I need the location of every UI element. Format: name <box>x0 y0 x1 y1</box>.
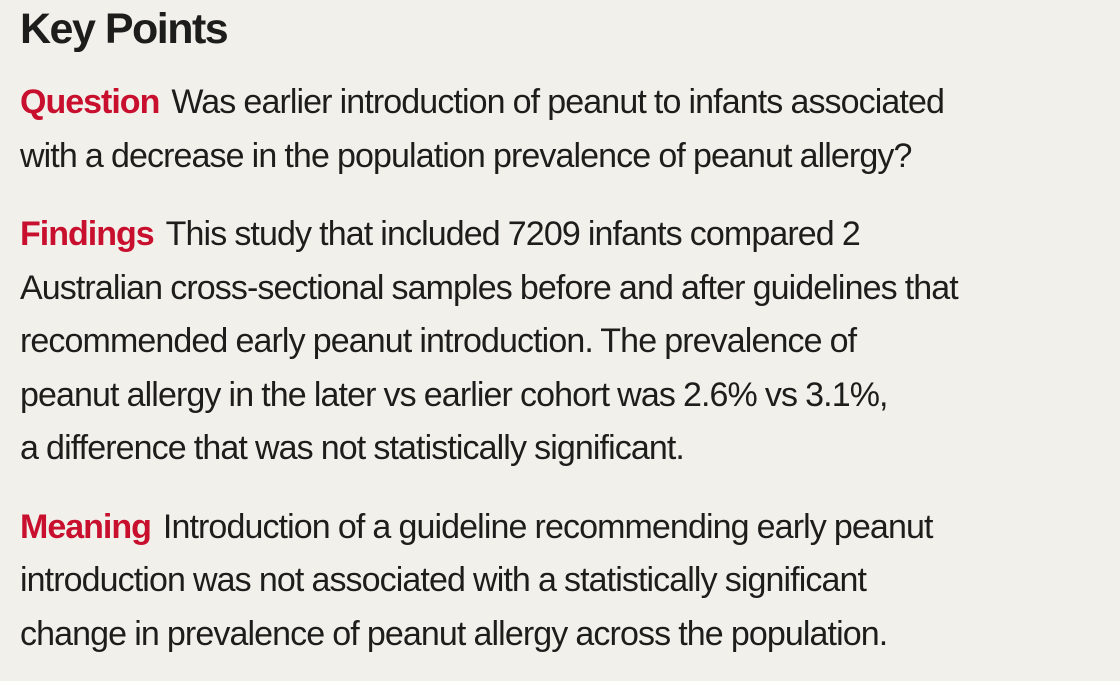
findings-text-3: recommended early peanut introduction. The prevalence of <box>20 322 857 360</box>
findings-section <box>20 208 1120 476</box>
key-points-title: Key Points <box>20 5 228 53</box>
question-line-1 <box>20 76 1120 130</box>
question-text-2: with a decrease in the population prevalence of peanut allergy? <box>20 136 912 175</box>
question-label: Question <box>20 83 160 121</box>
meaning-text-3: change in prevalence of peanut allergy across the population. <box>20 614 888 653</box>
meaning-text-1: Introduction of a guideline recommending early peanut <box>162 507 933 546</box>
meaning-label: Meaning <box>20 507 151 546</box>
findings-text-2: Australian cross-sectional samples before and after guidelines that <box>20 268 958 307</box>
meaning-line-1 <box>20 501 1120 555</box>
question-text-1: Was earlier introduction of peanut to infants associated <box>171 83 944 121</box>
findings-text-4: peanut allergy in the later vs earlier cohort was 2.6% vs 3.1%, <box>20 375 888 414</box>
meaning-section <box>20 501 1120 662</box>
meaning-text-2: introduction was not associated with a statistically significant <box>20 561 867 599</box>
findings-text-5: a difference that was not statistically significant. <box>20 429 684 467</box>
question-section <box>20 76 1120 183</box>
findings-line-1 <box>20 208 1120 262</box>
findings-label: Findings <box>20 215 154 253</box>
findings-text-1: This study that included 7209 infants compared 2 <box>165 215 860 253</box>
